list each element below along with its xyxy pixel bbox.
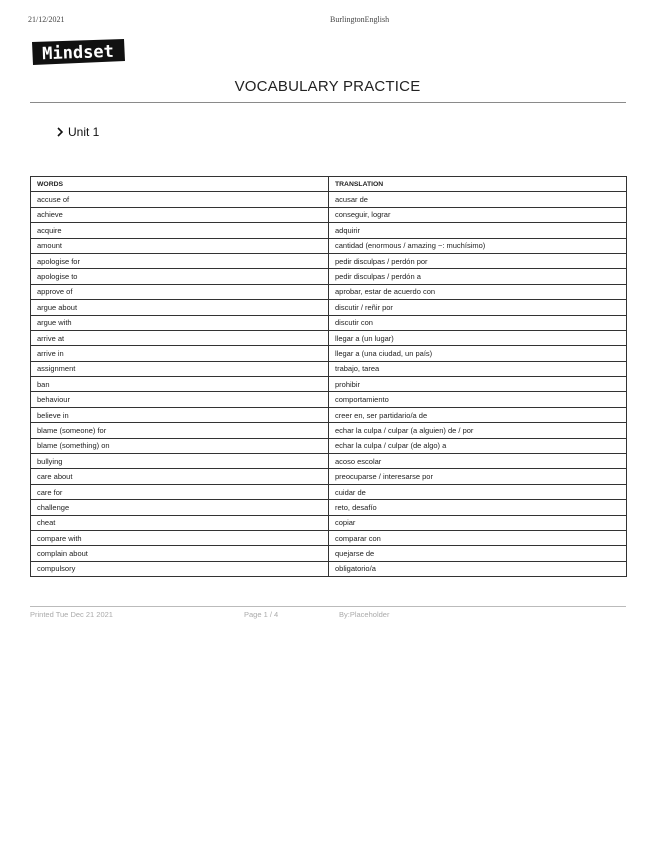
table-row: [31, 561, 627, 576]
table-row: [31, 423, 627, 438]
word-cell: care for: [31, 484, 329, 499]
translation-cell: aprobar, estar de acuerdo con: [329, 284, 627, 299]
word-cell: arrive in: [31, 346, 329, 361]
printed-date: Printed Tue Dec 21 2021: [30, 610, 113, 619]
translation-cell: comportamiento: [329, 392, 627, 407]
mindset-logo: [30, 38, 126, 66]
translation-cell: conseguir, lograr: [329, 207, 627, 222]
word-cell: compulsory: [31, 561, 329, 576]
table-row: [31, 223, 627, 238]
translation-cell: pedir disculpas / perdón por: [329, 253, 627, 268]
table-row: [31, 530, 627, 545]
word-cell: apologise for: [31, 253, 329, 268]
vocabulary-table: [30, 176, 627, 577]
word-cell: apologise to: [31, 269, 329, 284]
word-cell: approve of: [31, 284, 329, 299]
translation-cell: acusar de: [329, 192, 627, 207]
word-cell: bullying: [31, 454, 329, 469]
word-cell: argue about: [31, 300, 329, 315]
translation-cell: reto, desafío: [329, 500, 627, 515]
translation-cell: llegar a (una ciudad, un país): [329, 346, 627, 361]
translation-cell: quejarse de: [329, 546, 627, 561]
table-row: [31, 454, 627, 469]
word-cell: blame (someone) for: [31, 423, 329, 438]
table-row: [31, 300, 627, 315]
table-row: [31, 269, 627, 284]
table-row: [31, 407, 627, 422]
table-row: [31, 361, 627, 376]
table-row: [31, 500, 627, 515]
translation-cell: comparar con: [329, 530, 627, 545]
table-row: [31, 546, 627, 561]
table-row: [31, 377, 627, 392]
table-row: [31, 207, 627, 222]
word-cell: accuse of: [31, 192, 329, 207]
translation-cell: creer en, ser partidario/a de: [329, 407, 627, 422]
chevron-right-icon: [56, 127, 64, 137]
print-footer: [30, 610, 626, 622]
word-cell: acquire: [31, 223, 329, 238]
word-cell: blame (something) on: [31, 438, 329, 453]
table-row: [31, 253, 627, 268]
title-divider: [30, 102, 626, 103]
translation-cell: acoso escolar: [329, 454, 627, 469]
print-date: 21/12/2021: [28, 15, 65, 24]
translation-cell: copiar: [329, 515, 627, 530]
table-row: [31, 484, 627, 499]
mindset-logo-text: Mindset: [41, 41, 115, 65]
word-cell: amount: [31, 238, 329, 253]
unit-label: Unit 1: [68, 125, 100, 139]
word-cell: compare with: [31, 530, 329, 545]
print-header: [28, 15, 627, 27]
header-translation: TRANSLATION: [329, 177, 627, 192]
translation-cell: adquirir: [329, 223, 627, 238]
table-row: [31, 469, 627, 484]
table-row: [31, 438, 627, 453]
translation-cell: discutir con: [329, 315, 627, 330]
word-cell: cheat: [31, 515, 329, 530]
translation-cell: obligatorio/a: [329, 561, 627, 576]
table-row: [31, 315, 627, 330]
table-row: [31, 238, 627, 253]
translation-cell: discutir / reñir por: [329, 300, 627, 315]
table-row: [31, 284, 627, 299]
translation-cell: echar la culpa / culpar (a alguien) de / por: [329, 423, 627, 438]
word-cell: argue with: [31, 315, 329, 330]
table-row: [31, 192, 627, 207]
translation-cell: preocuparse / interesarse por: [329, 469, 627, 484]
word-cell: challenge: [31, 500, 329, 515]
table-row: [31, 330, 627, 345]
page-number: Page 1 / 4: [244, 610, 279, 619]
word-cell: believe in: [31, 407, 329, 422]
table-header-row: [31, 177, 627, 192]
word-cell: ban: [31, 377, 329, 392]
word-cell: assignment: [31, 361, 329, 376]
translation-cell: cuidar de: [329, 484, 627, 499]
translation-cell: trabajo, tarea: [329, 361, 627, 376]
page-title: VOCABULARY PRACTICE: [234, 78, 421, 95]
footer-divider: [30, 606, 626, 607]
translation-cell: llegar a (un lugar): [329, 330, 627, 345]
table-row: [31, 392, 627, 407]
word-cell: arrive at: [31, 330, 329, 345]
table-row: [31, 346, 627, 361]
table-body: [31, 192, 627, 577]
word-cell: achieve: [31, 207, 329, 222]
translation-cell: pedir disculpas / perdón a: [329, 269, 627, 284]
word-cell: behaviour: [31, 392, 329, 407]
header-words: WORDS: [31, 177, 329, 192]
translation-cell: prohibir: [329, 377, 627, 392]
word-cell: care about: [31, 469, 329, 484]
table-row: [31, 515, 627, 530]
unit-item[interactable]: [56, 125, 99, 139]
translation-cell: cantidad (enormous / amazing ~: muchísimo): [329, 238, 627, 253]
print-site-name: BurlingtonEnglish: [330, 15, 390, 24]
translation-cell: echar la culpa / culpar (de algo) a: [329, 438, 627, 453]
word-cell: complain about: [31, 546, 329, 561]
printed-by: By:Placeholder: [339, 610, 390, 619]
